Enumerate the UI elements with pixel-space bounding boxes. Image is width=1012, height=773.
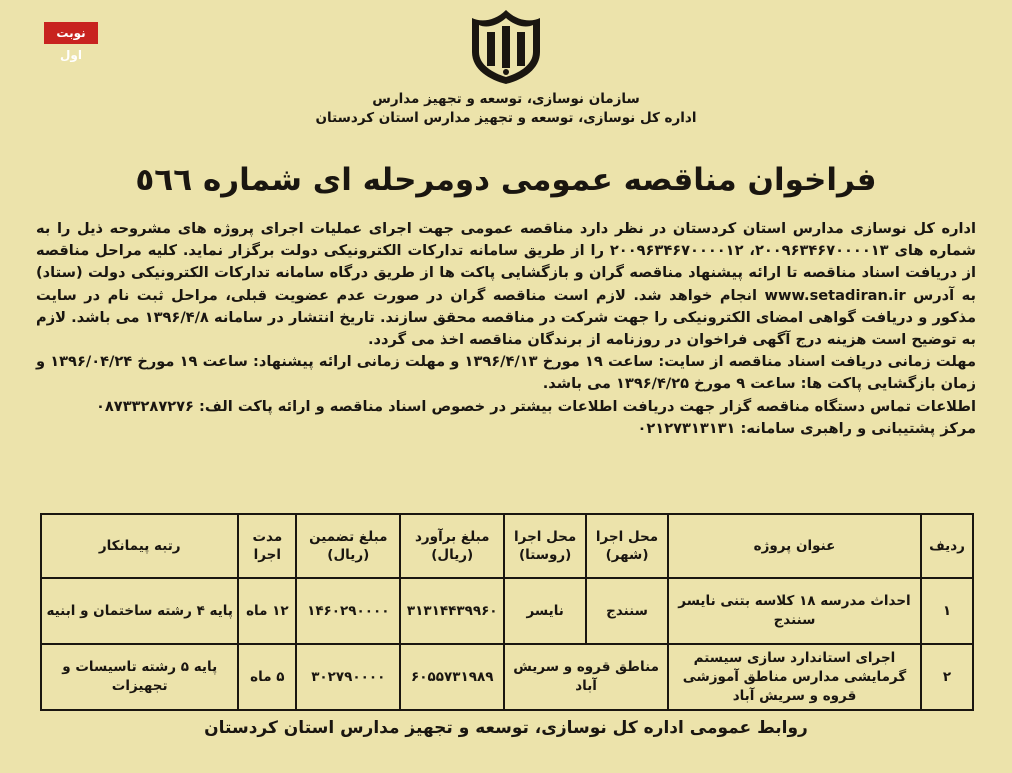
body-paragraph-3: اطلاعات تماس دستگاه مناقصه گزار جهت دریافت اطلاعات بیشتر در خصوص اسناد مناقصه و ارائه پاکت الف: ۰۸۷۳۳۲۸۷۲۷۶ [95,397,976,415]
page-title: فراخوان مناقصه عمومی دومرحله ای شماره ٥٦٦ [135,162,877,198]
organization-header [0,90,1012,128]
announcement-body [36,218,976,440]
public-relations-footer: روابط عمومی اداره کل نوسازی، توسعه و تجهیز مدارس استان کردستان [204,718,808,738]
org-line-2: اداره کل نوسازی، توسعه و تجهیز مدارس استان کردستان [315,110,697,126]
project-city: سنندج [586,578,668,644]
emblem-icon [470,8,542,86]
project-duration: ۱۲ ماه [238,578,296,644]
body-paragraph-4: مرکز پشتیبانی و راهبری سامانه: ۰۲۱۲۷۳۱۳۱۳۱ [637,419,976,437]
header-cell: محل اجرا (روستا) [504,514,586,578]
project-village: نایسر [504,578,586,644]
table-row [41,578,973,644]
table-header-row [41,514,973,578]
header-cell: عنوان پروژه [668,514,921,578]
project-location: مناطق قروه و سریش آباد [504,644,668,710]
header-cell: مبلغ برآورد (ریال) [400,514,504,578]
project-estimate: ۶۰۵۵۷۳۱۹۸۹ [400,644,504,710]
header-cell: محل اجرا (شهر) [586,514,668,578]
row-number: ۱ [921,578,973,644]
project-title: احداث مدرسه ۱۸ کلاسه بتنی نایسر سنندج [668,578,921,644]
project-duration: ۵ ماه [238,644,296,710]
contractor-grade: پایه ۵ رشته تاسیسات و تجهیزات [41,644,238,710]
project-guarantee: ۱۴۶۰۲۹۰۰۰۰ [296,578,400,644]
project-estimate: ۳۱۳۱۴۴۳۹۹۶۰ [400,578,504,644]
header-cell: ردیف [921,514,973,578]
projects-table [40,513,974,711]
table-row [41,644,973,710]
header-cell: مبلغ تضمین (ریال) [296,514,400,578]
org-line-1: سازمان نوسازی، توسعه و تجهیز مدارس [372,91,640,107]
body-paragraph-2: مهلت زمانی دریافت اسناد مناقصه از سایت: ساعت ۱۹ مورخ ۱۳۹۶/۴/۱۳ و مهلت زمانی ارائه پیشنهاد: ساعت ۱۹ مورخ ۱۳۹۶/۰۴/۲۴ و زمان بازگشایی پاکت ها: ساعت ۹ مورخ ۱۳۹۶/۴/۲۵ می باشد. [36,353,976,393]
row-number: ۲ [921,644,973,710]
project-title: اجرای استاندارد سازی سیستم گرمایشی مدارس مناطق آموزشی قروه و سریش آباد [668,644,921,710]
body-paragraph-1: اداره کل نوسازی مدارس استان کردستان در نظر دارد مناقصه عمومی جهت اجرای عملیات اجرای پروژه های مشروحه ذیل را به شماره های ۲۰۰۹۶۳۴۶۷۰۰۰۰۱۳، ۲۰۰۹۶۳۴۶۷۰۰۰۰۱۲ را از طریق سامانه تدارکات الکترونیکی دولت برگزار نماید. کلیه مراحل مناقصه از دریافت اسناد مناقصه تا ارائه پیشنهاد مناقصه گران و بازگشایی پاکت ها از طریق درگاه سامانه تدارکات الکترونیکی دولت (ستاد) به آدرس www.setadiran.ir انجام خواهد شد. لازم است مناقصه گران در صورت عدم عضویت قبلی، مراحل ثبت نام در سایت مذکور و دریافت گواهی امضای الکترونیکی را جهت شرکت در مناقصه محقق سازند. تاریخ انتشار در سامانه ۱۳۹۶/۴/۸ می باشد. لازم به توضیح است هزینه درج آگهی فراخوان در روزنامه از برندگان مناقصه اخذ می گردد. [36,220,976,349]
first-notice-badge: نوبت اول [44,22,98,44]
project-guarantee: ۳۰۲۷۹۰۰۰۰ [296,644,400,710]
header-cell: رتبه پیمانکار [41,514,238,578]
header-cell: مدت اجرا [238,514,296,578]
contractor-grade: پایه ۴ رشته ساختمان و ابنیه [41,578,238,644]
